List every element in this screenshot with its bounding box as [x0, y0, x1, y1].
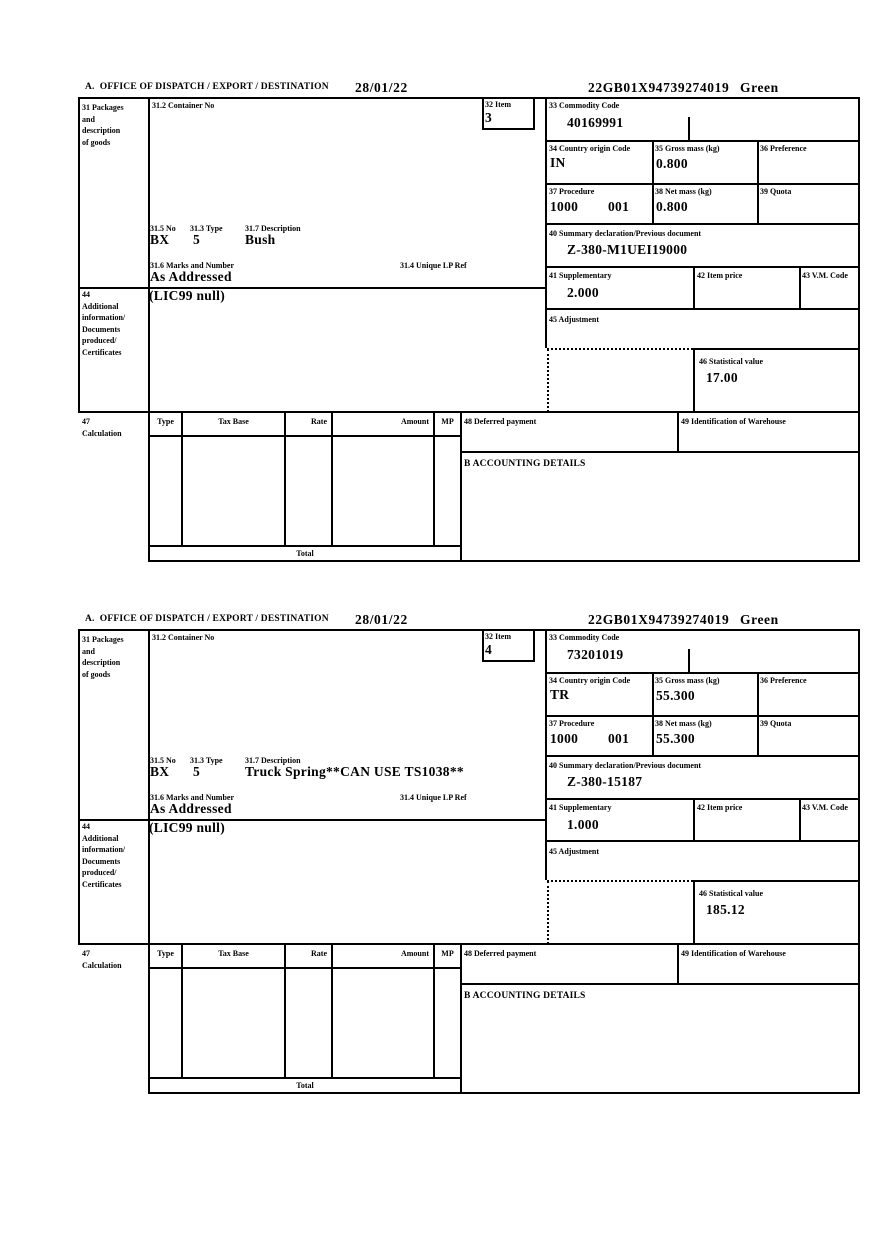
procedure-value-sub: 001 — [608, 731, 630, 746]
item-box-line — [482, 128, 535, 130]
box44-label: 44 Additional information/ Documents produced/ Certificates — [82, 822, 126, 889]
box32-label: 32 Item — [485, 100, 511, 109]
net-mass-value: 0.800 — [656, 199, 688, 214]
declaration-date: 28/01/22 — [355, 612, 408, 627]
grid-line-top — [78, 629, 860, 631]
box38-label: 38 Net mass (kg) — [655, 719, 712, 728]
grid-line — [652, 140, 654, 225]
country-origin-value: TR — [550, 687, 570, 702]
item-box-line — [482, 629, 484, 662]
box46-label: 46 Statistical value — [699, 889, 763, 898]
grid-line — [460, 451, 860, 453]
box31-6-label: 31.6 Marks and Number — [150, 261, 235, 270]
stat-value-box-line — [693, 880, 695, 944]
box31-2-label: 31.2 Container No — [152, 633, 215, 642]
calc-col-mp: MP — [441, 417, 454, 426]
total-label: Total — [296, 549, 314, 558]
box45-label: 45 Adjustment — [549, 847, 600, 856]
item-number-value: 3 — [485, 110, 493, 125]
calc-table-line — [284, 943, 286, 1079]
box39-label: 39 Quota — [760, 719, 792, 728]
route-status-badge: Green — [740, 612, 779, 627]
calc-table-line — [181, 943, 183, 1079]
package-type-value: 5 — [193, 232, 201, 247]
box42-label: 42 Item price — [697, 271, 743, 280]
declaration-reference: 22GB01X94739274019 — [588, 612, 730, 627]
item-box-line — [533, 97, 535, 130]
box39-label: 39 Quota — [760, 187, 792, 196]
gross-mass-value: 0.800 — [656, 156, 688, 171]
box41-label: 41 Supplementary — [549, 271, 612, 280]
calc-table-line — [148, 411, 150, 562]
grid-line — [799, 266, 801, 310]
grid-line — [545, 840, 860, 842]
grid-line-top — [78, 97, 860, 99]
box37-label: 37 Procedure — [549, 719, 595, 728]
box48-label: 48 Deferred payment — [464, 949, 537, 958]
item-box-line — [482, 97, 484, 130]
item-box-line — [533, 629, 535, 662]
marks-numbers-value: As Addressed — [150, 801, 232, 816]
calc-table-line — [433, 411, 435, 547]
box44-label: 44 Additional information/ Documents produced/ Certificates — [82, 290, 126, 357]
grid-line — [545, 223, 860, 225]
calc-table-line — [331, 411, 333, 547]
box33-label: 33 Commodity Code — [549, 101, 620, 110]
calc-table-line — [181, 411, 183, 547]
grid-line — [545, 672, 860, 674]
supplementary-value: 2.000 — [567, 285, 599, 300]
grid-line — [677, 411, 679, 453]
procedure-value-sub: 001 — [608, 199, 630, 214]
calc-col-type: Type — [157, 417, 174, 426]
declaration-reference: 22GB01X94739274019 — [588, 80, 730, 95]
calc-col-mp: MP — [441, 949, 454, 958]
commodity-code-value: 73201019 — [567, 647, 624, 662]
grid-line — [545, 266, 860, 268]
grid-line — [78, 943, 860, 945]
goods-description-value: Truck Spring**CAN USE TS1038** — [245, 764, 464, 779]
package-type-value: 5 — [193, 764, 201, 779]
box35-label: 35 Gross mass (kg) — [655, 676, 720, 685]
marks-numbers-value: As Addressed — [150, 269, 232, 284]
grid-line-bottom — [148, 560, 860, 562]
box40-label: 40 Summary declaration/Previous document — [549, 229, 702, 238]
box41-label: 41 Supplementary — [549, 803, 612, 812]
calc-table-line — [148, 435, 462, 437]
box36-label: 36 Preference — [760, 676, 807, 685]
dotted-grid-line — [547, 348, 693, 350]
additional-info-value: (LIC99 null) — [149, 288, 225, 303]
calc-col-taxbase: Tax Base — [218, 949, 249, 958]
grid-line-right — [858, 97, 860, 562]
gross-mass-value: 55.300 — [656, 688, 695, 703]
grid-line — [78, 411, 860, 413]
box38-label: 38 Net mass (kg) — [655, 187, 712, 196]
box31-3-label: 31.3 Type — [190, 756, 223, 765]
total-label: Total — [296, 1081, 314, 1090]
calc-table-line — [148, 967, 462, 969]
box47-label: 47 Calculation — [82, 417, 122, 438]
box43-label: 43 V.M. Code — [802, 803, 848, 812]
box37-label: 37 Procedure — [549, 187, 595, 196]
stat-value-box-line — [693, 348, 695, 412]
grid-line — [757, 672, 759, 757]
box31-5-label: 31.5 No — [150, 756, 176, 765]
box49-label: 49 Identification of Warehouse — [681, 417, 786, 426]
grid-line — [693, 266, 695, 310]
grid-line — [545, 798, 860, 800]
office-of-dispatch-label: A. OFFICE OF DISPATCH / EXPORT / DESTINATION — [85, 614, 329, 624]
grid-line — [799, 798, 801, 842]
stat-value-box-line — [693, 880, 860, 882]
calc-col-amount: Amount — [400, 949, 429, 958]
calc-col-taxbase: Tax Base — [218, 417, 249, 426]
box31-4-label: 31.4 Unique LP Ref — [400, 261, 467, 270]
box31-label: 31 Packages and description of goods — [82, 635, 124, 679]
calc-table-line — [433, 943, 435, 1079]
calc-table-line — [148, 545, 462, 547]
grid-line — [652, 672, 654, 757]
calc-table-line — [148, 1077, 462, 1079]
calc-col-type: Type — [157, 949, 174, 958]
commodity-code-divider — [688, 117, 690, 140]
item-number-value: 4 — [485, 642, 493, 657]
grid-line — [148, 97, 150, 413]
package-count-value: BX — [150, 764, 170, 779]
box45-label: 45 Adjustment — [549, 315, 600, 324]
dotted-grid-line — [547, 881, 549, 944]
calc-col-amount: Amount — [400, 417, 429, 426]
grid-line — [677, 943, 679, 985]
item-box-line — [482, 660, 535, 662]
box31-6-label: 31.6 Marks and Number — [150, 793, 235, 802]
accounting-details-label: B ACCOUNTING DETAILS — [464, 991, 586, 1001]
grid-line — [545, 755, 860, 757]
accounting-details-label: B ACCOUNTING DETAILS — [464, 459, 586, 469]
grid-line — [545, 140, 860, 142]
commodity-code-value: 40169991 — [567, 115, 624, 130]
calc-col-rate: Rate — [311, 949, 327, 958]
box47-label: 47 Calculation — [82, 949, 122, 970]
calc-table-line — [284, 411, 286, 547]
box35-label: 35 Gross mass (kg) — [655, 144, 720, 153]
box33-label: 33 Commodity Code — [549, 633, 620, 642]
grid-line-right — [858, 629, 860, 1094]
box31-5-label: 31.5 No — [150, 224, 176, 233]
grid-line — [693, 798, 695, 842]
customs-item-section-1 — [78, 80, 860, 562]
calc-table-line — [331, 943, 333, 1079]
supplementary-value: 1.000 — [567, 817, 599, 832]
calc-table-line — [460, 411, 462, 562]
additional-info-value: (LIC99 null) — [149, 820, 225, 835]
box43-label: 43 V.M. Code — [802, 271, 848, 280]
box34-label: 34 Country origin Code — [549, 676, 631, 685]
grid-line — [545, 715, 860, 717]
box42-label: 42 Item price — [697, 803, 743, 812]
box31-3-label: 31.3 Type — [190, 224, 223, 233]
calc-col-rate: Rate — [311, 417, 327, 426]
country-origin-value: IN — [550, 155, 566, 170]
grid-line-bottom — [148, 1092, 860, 1094]
office-of-dispatch-label: A. OFFICE OF DISPATCH / EXPORT / DESTINATION — [85, 82, 329, 92]
box48-label: 48 Deferred payment — [464, 417, 537, 426]
grid-line-left — [78, 97, 80, 413]
grid-line-left — [78, 629, 80, 945]
net-mass-value: 55.300 — [656, 731, 695, 746]
calc-table-line — [460, 943, 462, 1094]
box40-label: 40 Summary declaration/Previous document — [549, 761, 702, 770]
statistical-value: 185.12 — [706, 902, 745, 917]
previous-document-value: Z-380-M1UEI19000 — [567, 242, 688, 257]
procedure-value-main: 1000 — [550, 731, 579, 746]
box34-label: 34 Country origin Code — [549, 144, 631, 153]
statistical-value: 17.00 — [706, 370, 738, 385]
box46-label: 46 Statistical value — [699, 357, 763, 366]
box31-7-label: 31.7 Description — [245, 756, 301, 765]
grid-line — [757, 140, 759, 225]
box31-2-label: 31.2 Container No — [152, 101, 215, 110]
grid-line — [545, 308, 860, 310]
dotted-grid-line — [547, 880, 693, 882]
calc-table-line — [148, 943, 150, 1094]
box49-label: 49 Identification of Warehouse — [681, 949, 786, 958]
grid-line — [148, 629, 150, 945]
stat-value-box-line — [693, 348, 860, 350]
commodity-code-divider — [688, 649, 690, 672]
box36-label: 36 Preference — [760, 144, 807, 153]
route-status-badge: Green — [740, 80, 779, 95]
package-count-value: BX — [150, 232, 170, 247]
declaration-date: 28/01/22 — [355, 80, 408, 95]
previous-document-value: Z-380-15187 — [567, 774, 643, 789]
box31-7-label: 31.7 Description — [245, 224, 301, 233]
dotted-grid-line — [547, 349, 549, 412]
box32-label: 32 Item — [485, 632, 511, 641]
customs-item-section-2 — [78, 612, 860, 1094]
box31-4-label: 31.4 Unique LP Ref — [400, 793, 467, 802]
grid-line — [460, 983, 860, 985]
goods-description-value: Bush — [245, 232, 276, 247]
procedure-value-main: 1000 — [550, 199, 579, 214]
box31-label: 31 Packages and description of goods — [82, 103, 124, 147]
grid-line — [545, 183, 860, 185]
